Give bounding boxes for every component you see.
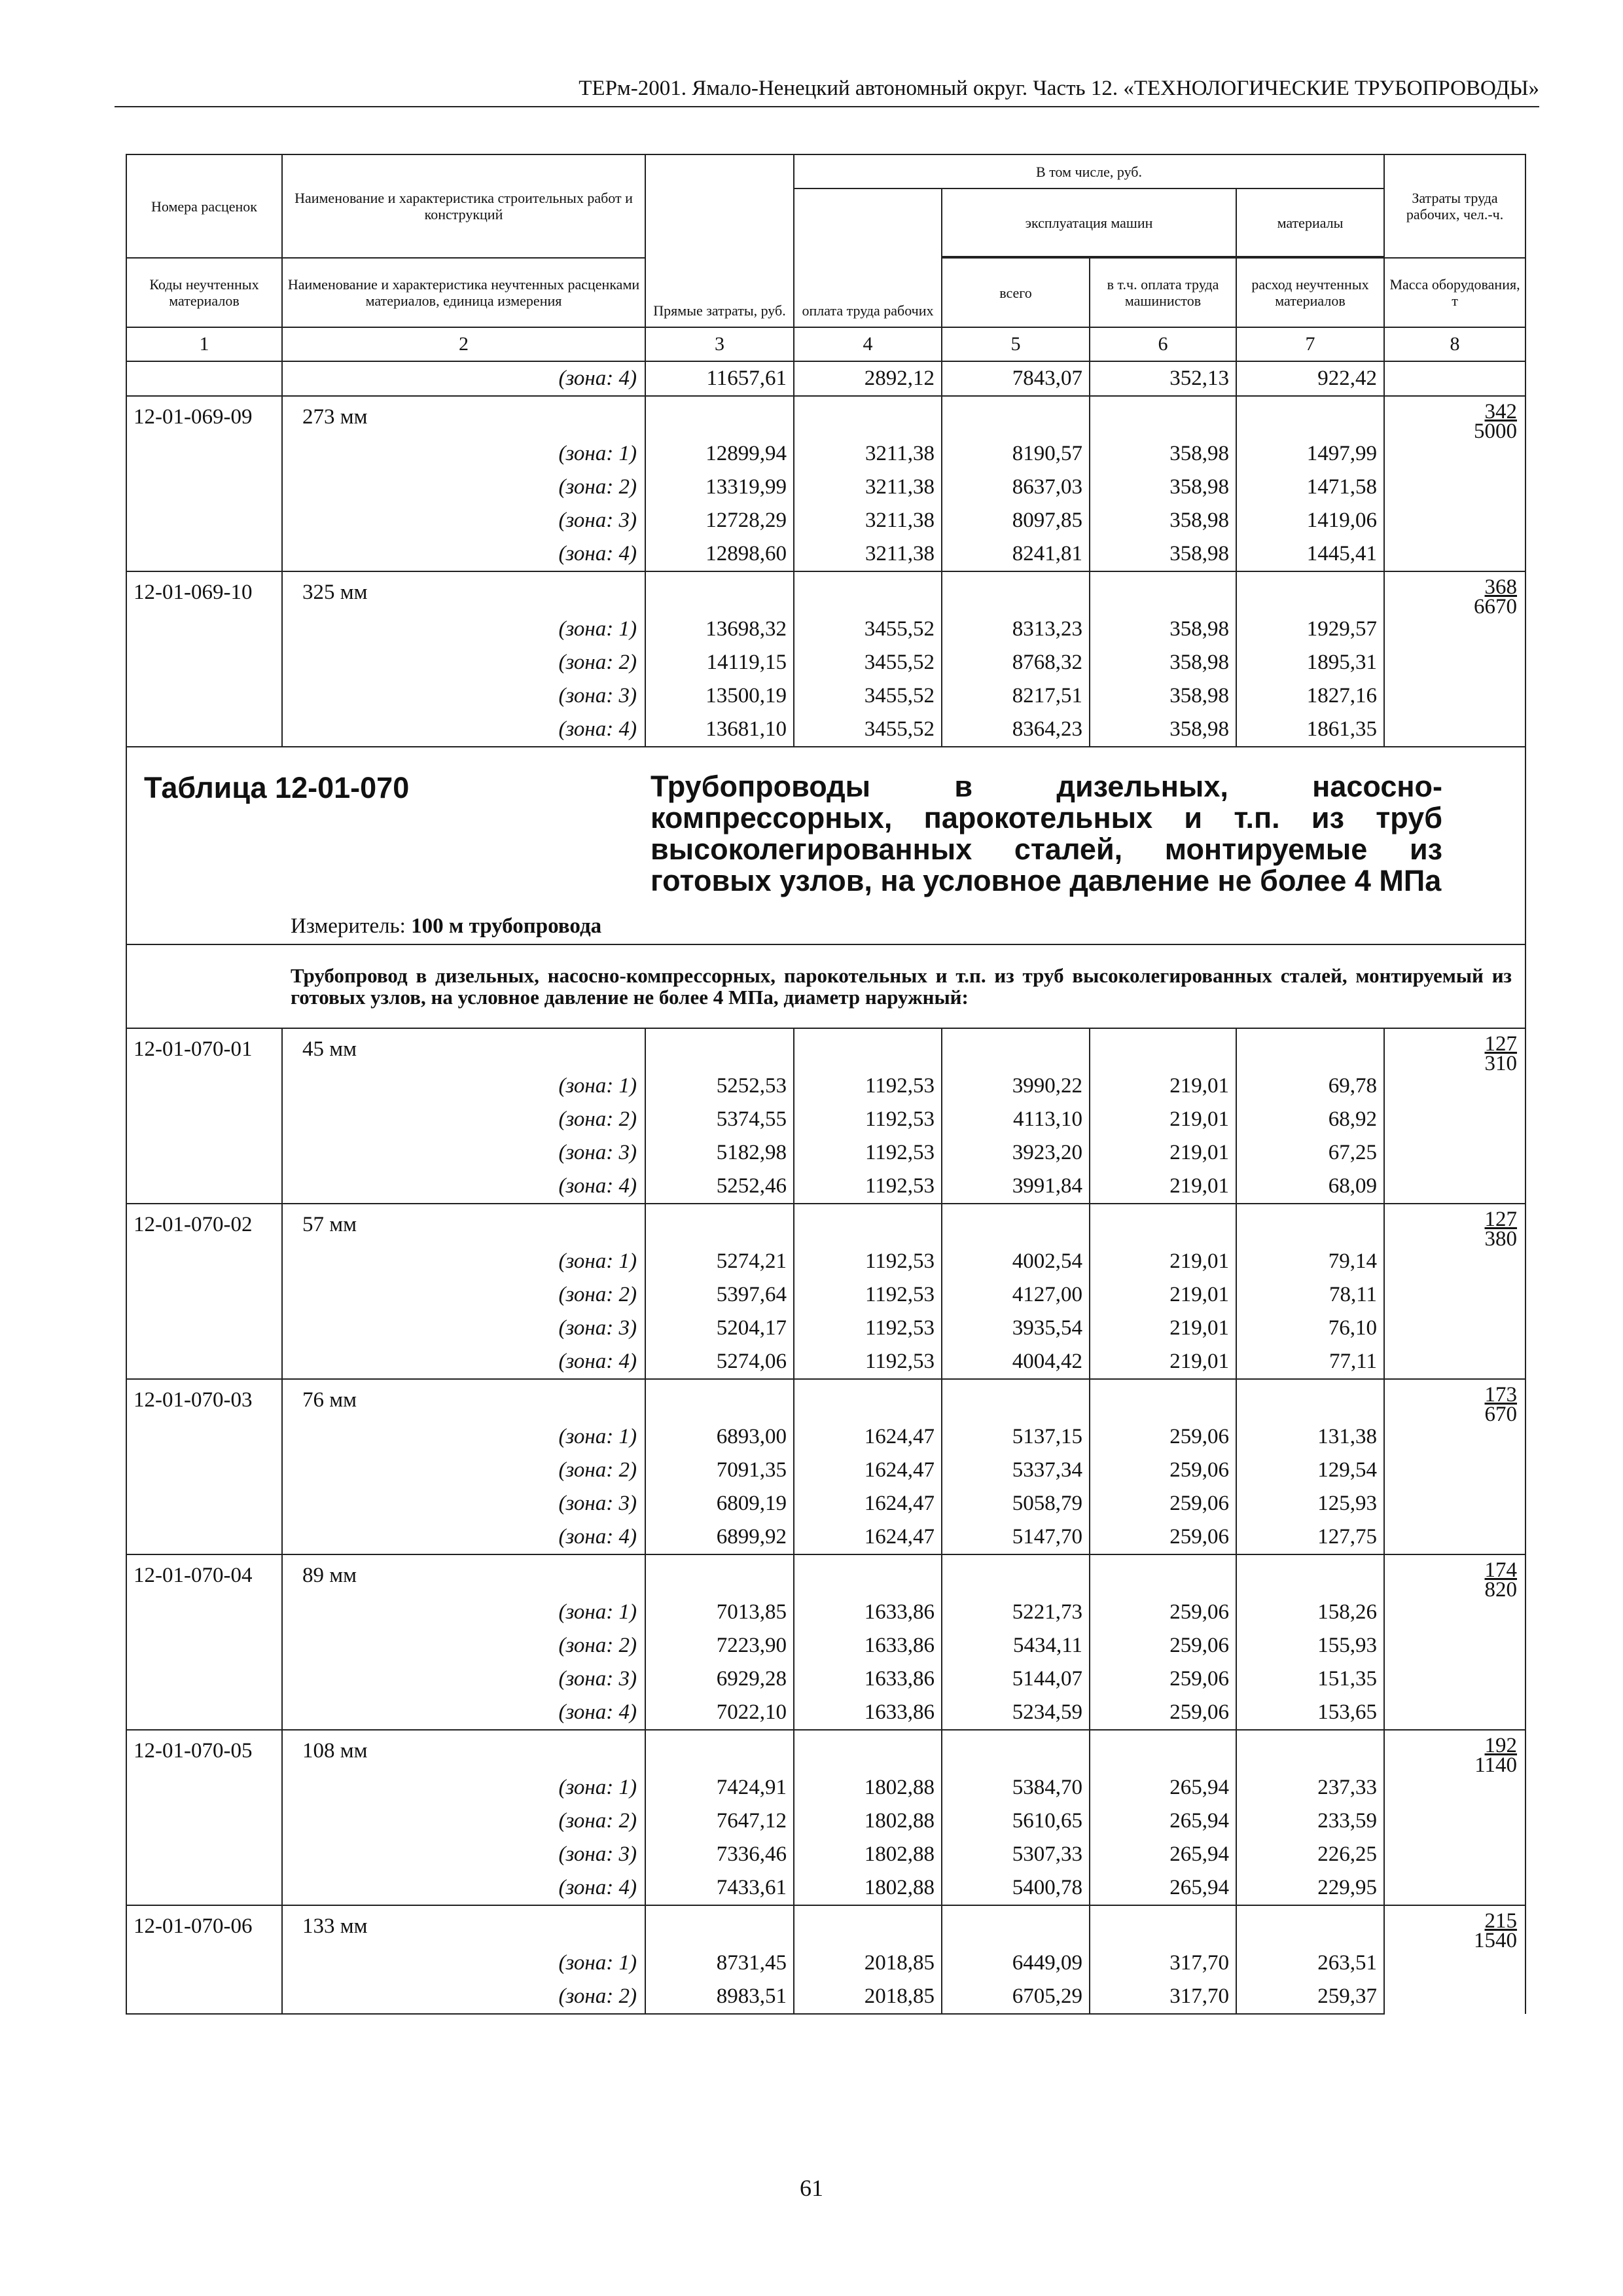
machines-total: 3990,22 [942,1069,1090,1103]
zone-row [126,437,1525,471]
machines-total: 3935,54 [942,1312,1090,1345]
worker-wages: 1624,47 [794,1454,942,1487]
labor-hours: 368 [1484,575,1518,599]
machines-total: 5307,33 [942,1838,1090,1871]
direct-costs: 6899,92 [645,1520,794,1554]
zone-row [126,1980,1525,2014]
direct-costs: 5397,64 [645,1278,794,1312]
worker-wages: 1633,86 [794,1662,942,1696]
machinists-wages: 265,94 [1090,1771,1236,1804]
direct-costs: 5374,55 [645,1103,794,1136]
machines-total: 6705,29 [942,1980,1090,2014]
zone-row [126,1696,1525,1730]
col-name-header: Наименование и характеристика строительных работ и конструкций [282,154,645,258]
page-number: 61 [800,2175,823,2201]
machines-total: 8097,85 [942,504,1090,537]
labor-mass [1384,1379,1525,1554]
zone-label: (зона: 2) [282,1629,645,1662]
zone-row [126,713,1525,747]
rate-code: 12-01-069-10 [126,571,282,613]
col-number: 5 [942,327,1090,361]
machines-total: 3923,20 [942,1136,1090,1170]
labor-hours: 127 [1484,1208,1518,1231]
table-body-bottom [126,1028,1525,2014]
zone-label: (зона: 2) [282,471,645,504]
table-body-top [126,361,1525,747]
machinists-wages: 219,01 [1090,1345,1236,1379]
machinists-wages: 265,94 [1090,1871,1236,1905]
col-incl-header: В том числе, руб. [794,154,1384,188]
labor-mass [1384,571,1525,747]
worker-wages: 1633,86 [794,1596,942,1629]
equipment-mass: 820 [1484,1578,1518,1602]
machines-total: 5221,73 [942,1596,1090,1629]
machines-total: 6449,09 [942,1946,1090,1980]
zone-row [126,1804,1525,1838]
machines-total: 5234,59 [942,1696,1090,1730]
worker-wages: 3455,52 [794,613,942,646]
materials: 226,25 [1236,1838,1384,1871]
rate-group-header [126,571,1525,613]
materials: 77,11 [1236,1345,1384,1379]
machines-total: 4002,54 [942,1245,1090,1278]
materials: 68,09 [1236,1170,1384,1204]
unit-value: 100 м трубопровода [411,914,602,938]
price-table [126,154,1526,2015]
rate-group-header [126,1204,1525,1245]
materials: 151,35 [1236,1662,1384,1696]
materials: 1929,57 [1236,613,1384,646]
zone-row [126,1662,1525,1696]
direct-costs: 5252,46 [645,1170,794,1204]
machines-total: 8768,32 [942,646,1090,679]
machines-total: 5610,65 [942,1804,1090,1838]
machinists-wages: 259,06 [1090,1420,1236,1454]
direct-costs: 5252,53 [645,1069,794,1103]
zone-row [126,1245,1525,1278]
zone-row [126,1454,1525,1487]
machinists-wages: 259,06 [1090,1596,1236,1629]
carryover-row [126,361,1525,396]
labor-mass [1384,1905,1525,2014]
direct-costs: 8731,45 [645,1946,794,1980]
machines-total: 5337,34 [942,1454,1090,1487]
col-number: 7 [1236,327,1384,361]
zone-label: (зона: 1) [282,1771,645,1804]
zone-row [126,1103,1525,1136]
labor-mass [1384,1028,1525,1204]
labor-hours: 173 [1484,1383,1518,1407]
col-number: 2 [282,327,645,361]
pipe-diameter: 133 мм [282,1905,645,1946]
col-number: 3 [645,327,794,361]
direct-costs: 12728,29 [645,504,794,537]
zone-row [126,646,1525,679]
zone-row [126,1312,1525,1345]
rate-code: 12-01-070-06 [126,1905,282,1946]
machines-total: 8313,23 [942,613,1090,646]
zone-row [126,1487,1525,1520]
machines-total: 5434,11 [942,1629,1090,1662]
col-number: 6 [1090,327,1236,361]
worker-wages: 1624,47 [794,1487,942,1520]
direct-costs: 7424,91 [645,1771,794,1804]
machines-total: 5137,15 [942,1420,1090,1454]
machinists-wages: 259,06 [1090,1454,1236,1487]
rate-code: 12-01-070-04 [126,1554,282,1596]
worker-wages: 1633,86 [794,1629,942,1662]
machinists-wages: 358,98 [1090,713,1236,747]
zone-row [126,1771,1525,1804]
materials: 233,59 [1236,1804,1384,1838]
direct-costs: 5182,98 [645,1136,794,1170]
materials: 76,10 [1236,1312,1384,1345]
machinists-wages: 219,01 [1090,1136,1236,1170]
machinists-wages: 352,13 [1090,361,1236,396]
machines-total: 8190,57 [942,437,1090,471]
machines-total: 3991,84 [942,1170,1090,1204]
labor-mass [1384,1204,1525,1379]
zone-label: (зона: 1) [282,1420,645,1454]
worker-wages: 3211,38 [794,437,942,471]
zone-row [126,1871,1525,1905]
zone-label: (зона: 3) [282,1312,645,1345]
machines-total: 5384,70 [942,1771,1090,1804]
zone-row [126,1629,1525,1662]
machinists-wages: 358,98 [1090,471,1236,504]
direct-costs: 13698,32 [645,613,794,646]
materials: 1471,58 [1236,471,1384,504]
unit-label: Измеритель: [291,914,406,938]
zone-row [126,1170,1525,1204]
materials: 69,78 [1236,1069,1384,1103]
materials: 259,37 [1236,1980,1384,2014]
materials: 129,54 [1236,1454,1384,1487]
col-material-consumption-header: расход неучтенных материалов [1236,258,1384,327]
zone-row [126,679,1525,713]
rate-code: 12-01-070-05 [126,1730,282,1771]
worker-wages: 3211,38 [794,537,942,571]
rate-group-header [126,1028,1525,1069]
zone-row [126,1345,1525,1379]
zone-label: (зона: 3) [282,1838,645,1871]
materials: 153,65 [1236,1696,1384,1730]
zone-label: (зона: 4) [282,1345,645,1379]
zone-label: (зона: 1) [282,1245,645,1278]
col-material-codes-header: Коды неучтенных материалов [126,258,282,327]
machines-total: 8364,23 [942,713,1090,747]
direct-costs: 7647,12 [645,1804,794,1838]
direct-costs: 5274,06 [645,1345,794,1379]
machines-total: 5400,78 [942,1871,1090,1905]
zone-label: (зона: 4) [282,713,645,747]
direct-costs: 7433,61 [645,1871,794,1905]
worker-wages: 1192,53 [794,1170,942,1204]
zone-row [126,1278,1525,1312]
col-material-names-header: Наименование и характеристика неучтенных расценками материалов, единица измерения [282,258,645,327]
machines-total: 8637,03 [942,471,1090,504]
worker-wages: 2892,12 [794,361,942,396]
pipe-diameter: 108 мм [282,1730,645,1771]
machines-total: 5147,70 [942,1520,1090,1554]
zone-label: (зона: 1) [282,1069,645,1103]
materials: 1445,41 [1236,537,1384,571]
zone-row [126,471,1525,504]
materials: 229,95 [1236,1871,1384,1905]
machines-total: 4127,00 [942,1278,1090,1312]
labor-mass [1384,1554,1525,1730]
machinists-wages: 259,06 [1090,1487,1236,1520]
materials: 1895,31 [1236,646,1384,679]
zone-row [126,1069,1525,1103]
col-number: 4 [794,327,942,361]
machinists-wages: 219,01 [1090,1312,1236,1345]
worker-wages: 1624,47 [794,1520,942,1554]
col-machines-header: эксплуатация машин [942,188,1236,257]
worker-wages: 1802,88 [794,1804,942,1838]
rate-code: 12-01-070-01 [126,1028,282,1069]
direct-costs: 7013,85 [645,1596,794,1629]
worker-wages: 1192,53 [794,1103,942,1136]
materials: 158,26 [1236,1596,1384,1629]
direct-costs: 12899,94 [645,437,794,471]
materials: 922,42 [1236,361,1384,396]
machinists-wages: 358,98 [1090,504,1236,537]
equipment-mass: 310 [1484,1052,1518,1075]
worker-wages: 1624,47 [794,1420,942,1454]
equipment-mass: 380 [1484,1227,1518,1251]
materials: 1861,35 [1236,713,1384,747]
machinists-wages: 259,06 [1090,1520,1236,1554]
zone-label: (зона: 4) [282,1170,645,1204]
table-id: Таблица 12-01-070 [144,771,410,804]
machines-total: 4004,42 [942,1345,1090,1379]
table-description: Трубопровод в дизельных, насосно-компрессорных, парокотельных и т.п. из труб высоколегированных сталей, монтируемый из готовых узлов, на условное давление не более 4 МПа, диаметр наружный: [126,944,1525,1028]
labor-hours: 192 [1484,1734,1518,1757]
machinists-wages: 358,98 [1090,646,1236,679]
table-section-block [126,747,1525,1028]
machines-total: 5058,79 [942,1487,1090,1520]
zone-label: (зона: 2) [282,1103,645,1136]
pipe-diameter: 325 мм [282,571,645,613]
materials: 1419,06 [1236,504,1384,537]
zone-label: (зона: 3) [282,1662,645,1696]
table-title: Трубопроводы в дизельных, насосно-компрессорных, парокотельных и т.п. из труб высоколегированных сталей, монтируемые из готовых узлов, на условное давление не более 4 МПа [651,770,1442,897]
worker-wages: 1802,88 [794,1871,942,1905]
col-labor-header: Затраты труда рабочих, чел.-ч. [1384,154,1525,258]
machines-total: 8241,81 [942,537,1090,571]
equipment-mass: 5000 [1474,420,1518,443]
worker-wages: 1192,53 [794,1312,942,1345]
zone-label: (зона: 4) [282,1696,645,1730]
zone-label: (зона: 1) [282,437,645,471]
direct-costs: 13681,10 [645,713,794,747]
machinists-wages: 358,98 [1090,613,1236,646]
zone-label: (зона: 2) [282,1454,645,1487]
machinists-wages: 317,70 [1090,1946,1236,1980]
zone-row [126,504,1525,537]
col-wages-header: оплата труда рабочих [794,188,942,327]
zone-row [126,613,1525,646]
direct-costs: 7022,10 [645,1696,794,1730]
rate-code: 12-01-069-09 [126,396,282,437]
machinists-wages: 265,94 [1090,1804,1236,1838]
rate-group-header [126,1730,1525,1771]
labor-hours: 342 [1484,400,1518,423]
zone-label: (зона: 4) [282,361,645,396]
materials: 125,93 [1236,1487,1384,1520]
zone-row [126,1946,1525,1980]
materials: 78,11 [1236,1278,1384,1312]
equipment-mass: 670 [1484,1403,1518,1426]
worker-wages: 2018,85 [794,1946,942,1980]
labor-mass [1384,396,1525,571]
zone-label: (зона: 3) [282,679,645,713]
machines-total: 8217,51 [942,679,1090,713]
direct-costs: 7336,46 [645,1838,794,1871]
worker-wages: 1192,53 [794,1278,942,1312]
direct-costs: 5204,17 [645,1312,794,1345]
machinists-wages: 219,01 [1090,1103,1236,1136]
pipe-diameter: 57 мм [282,1204,645,1245]
zone-row [126,1420,1525,1454]
materials: 263,51 [1236,1946,1384,1980]
machinists-wages: 358,98 [1090,437,1236,471]
worker-wages: 3455,52 [794,646,942,679]
machinists-wages: 358,98 [1090,679,1236,713]
rate-group-header [126,1905,1525,1946]
materials: 1827,16 [1236,679,1384,713]
machines-total: 7843,07 [942,361,1090,396]
materials: 127,75 [1236,1520,1384,1554]
rate-code: 12-01-070-03 [126,1379,282,1420]
zone-label: (зона: 2) [282,1804,645,1838]
zone-label: (зона: 4) [282,537,645,571]
pipe-diameter: 45 мм [282,1028,645,1069]
zone-label: (зона: 3) [282,504,645,537]
direct-costs: 5274,21 [645,1245,794,1278]
machinists-wages: 259,06 [1090,1662,1236,1696]
materials: 79,14 [1236,1245,1384,1278]
equipment-mass: 6670 [1474,595,1518,619]
materials: 67,25 [1236,1136,1384,1170]
machines-total: 4113,10 [942,1103,1090,1136]
materials: 1497,99 [1236,437,1384,471]
zone-label: (зона: 3) [282,1487,645,1520]
col-mass-header: Масса оборудования, т [1384,258,1525,327]
rate-group-header [126,396,1525,437]
direct-costs: 7091,35 [645,1454,794,1487]
machinists-wages: 219,01 [1090,1245,1236,1278]
pipe-diameter: 273 мм [282,396,645,437]
zone-row [126,1596,1525,1629]
materials: 68,92 [1236,1103,1384,1136]
machinists-wages: 358,98 [1090,537,1236,571]
zone-row [126,537,1525,571]
materials: 131,38 [1236,1420,1384,1454]
zone-label: (зона: 1) [282,613,645,646]
machinists-wages: 259,06 [1090,1696,1236,1730]
col-machinists-wages-header: в т.ч. оплата труда машинистов [1090,258,1236,327]
unit-line [291,914,601,939]
direct-costs: 12898,60 [645,537,794,571]
equipment-mass: 1140 [1474,1753,1518,1777]
direct-costs: 8983,51 [645,1980,794,2014]
zone-label: (зона: 2) [282,646,645,679]
direct-costs: 13500,19 [645,679,794,713]
machinists-wages: 219,01 [1090,1278,1236,1312]
col-direct-costs-header: Прямые затраты, руб. [645,154,794,327]
labor-hours: 215 [1484,1909,1518,1933]
pipe-diameter: 89 мм [282,1554,645,1596]
materials: 237,33 [1236,1771,1384,1804]
machinists-wages: 317,70 [1090,1980,1236,2014]
col-number: 8 [1384,327,1525,361]
labor-mass [1384,1730,1525,1905]
col-number: 1 [126,327,282,361]
direct-costs: 11657,61 [645,361,794,396]
worker-wages: 1192,53 [794,1136,942,1170]
rate-code: 12-01-070-02 [126,1204,282,1245]
machines-total: 5144,07 [942,1662,1090,1696]
col-materials-header: материалы [1236,188,1384,257]
equipment-mass: 1540 [1474,1929,1518,1952]
direct-costs: 6809,19 [645,1487,794,1520]
worker-wages: 3211,38 [794,471,942,504]
zone-label: (зона: 2) [282,1278,645,1312]
labor-hours: 174 [1484,1558,1518,1582]
machinists-wages: 219,01 [1090,1170,1236,1204]
worker-wages: 1192,53 [794,1069,942,1103]
machinists-wages: 219,01 [1090,1069,1236,1103]
col-code-header: Номера расценок [126,154,282,258]
worker-wages: 1802,88 [794,1838,942,1871]
worker-wages: 3455,52 [794,713,942,747]
zone-row [126,1520,1525,1554]
worker-wages: 1192,53 [794,1245,942,1278]
worker-wages: 1192,53 [794,1345,942,1379]
worker-wages: 2018,85 [794,1980,942,2014]
worker-wages: 3455,52 [794,679,942,713]
worker-wages: 1633,86 [794,1696,942,1730]
zone-label: (зона: 2) [282,1980,645,2014]
labor-hours: 127 [1484,1032,1518,1056]
rate-group-header [126,1554,1525,1596]
col-machines-total-header: всего [942,258,1090,327]
direct-costs: 13319,99 [645,471,794,504]
zone-label: (зона: 1) [282,1596,645,1629]
direct-costs: 14119,15 [645,646,794,679]
machinists-wages: 265,94 [1090,1838,1236,1871]
materials: 155,93 [1236,1629,1384,1662]
direct-costs: 7223,90 [645,1629,794,1662]
worker-wages: 3211,38 [794,504,942,537]
zone-label: (зона: 1) [282,1946,645,1980]
direct-costs: 6893,00 [645,1420,794,1454]
zone-label: (зона: 4) [282,1520,645,1554]
running-header: ТЕРм-2001. Ямало-Ненецкий автономный округ. Часть 12. «ТЕХНОЛОГИЧЕСКИЕ ТРУБОПРОВОДЫ» [115,71,1539,107]
zone-row [126,1136,1525,1170]
worker-wages: 1802,88 [794,1771,942,1804]
machinists-wages: 259,06 [1090,1629,1236,1662]
rate-group-header [126,1379,1525,1420]
pipe-diameter: 76 мм [282,1379,645,1420]
direct-costs: 6929,28 [645,1662,794,1696]
zone-label: (зона: 3) [282,1136,645,1170]
zone-row [126,1838,1525,1871]
zone-label: (зона: 4) [282,1871,645,1905]
